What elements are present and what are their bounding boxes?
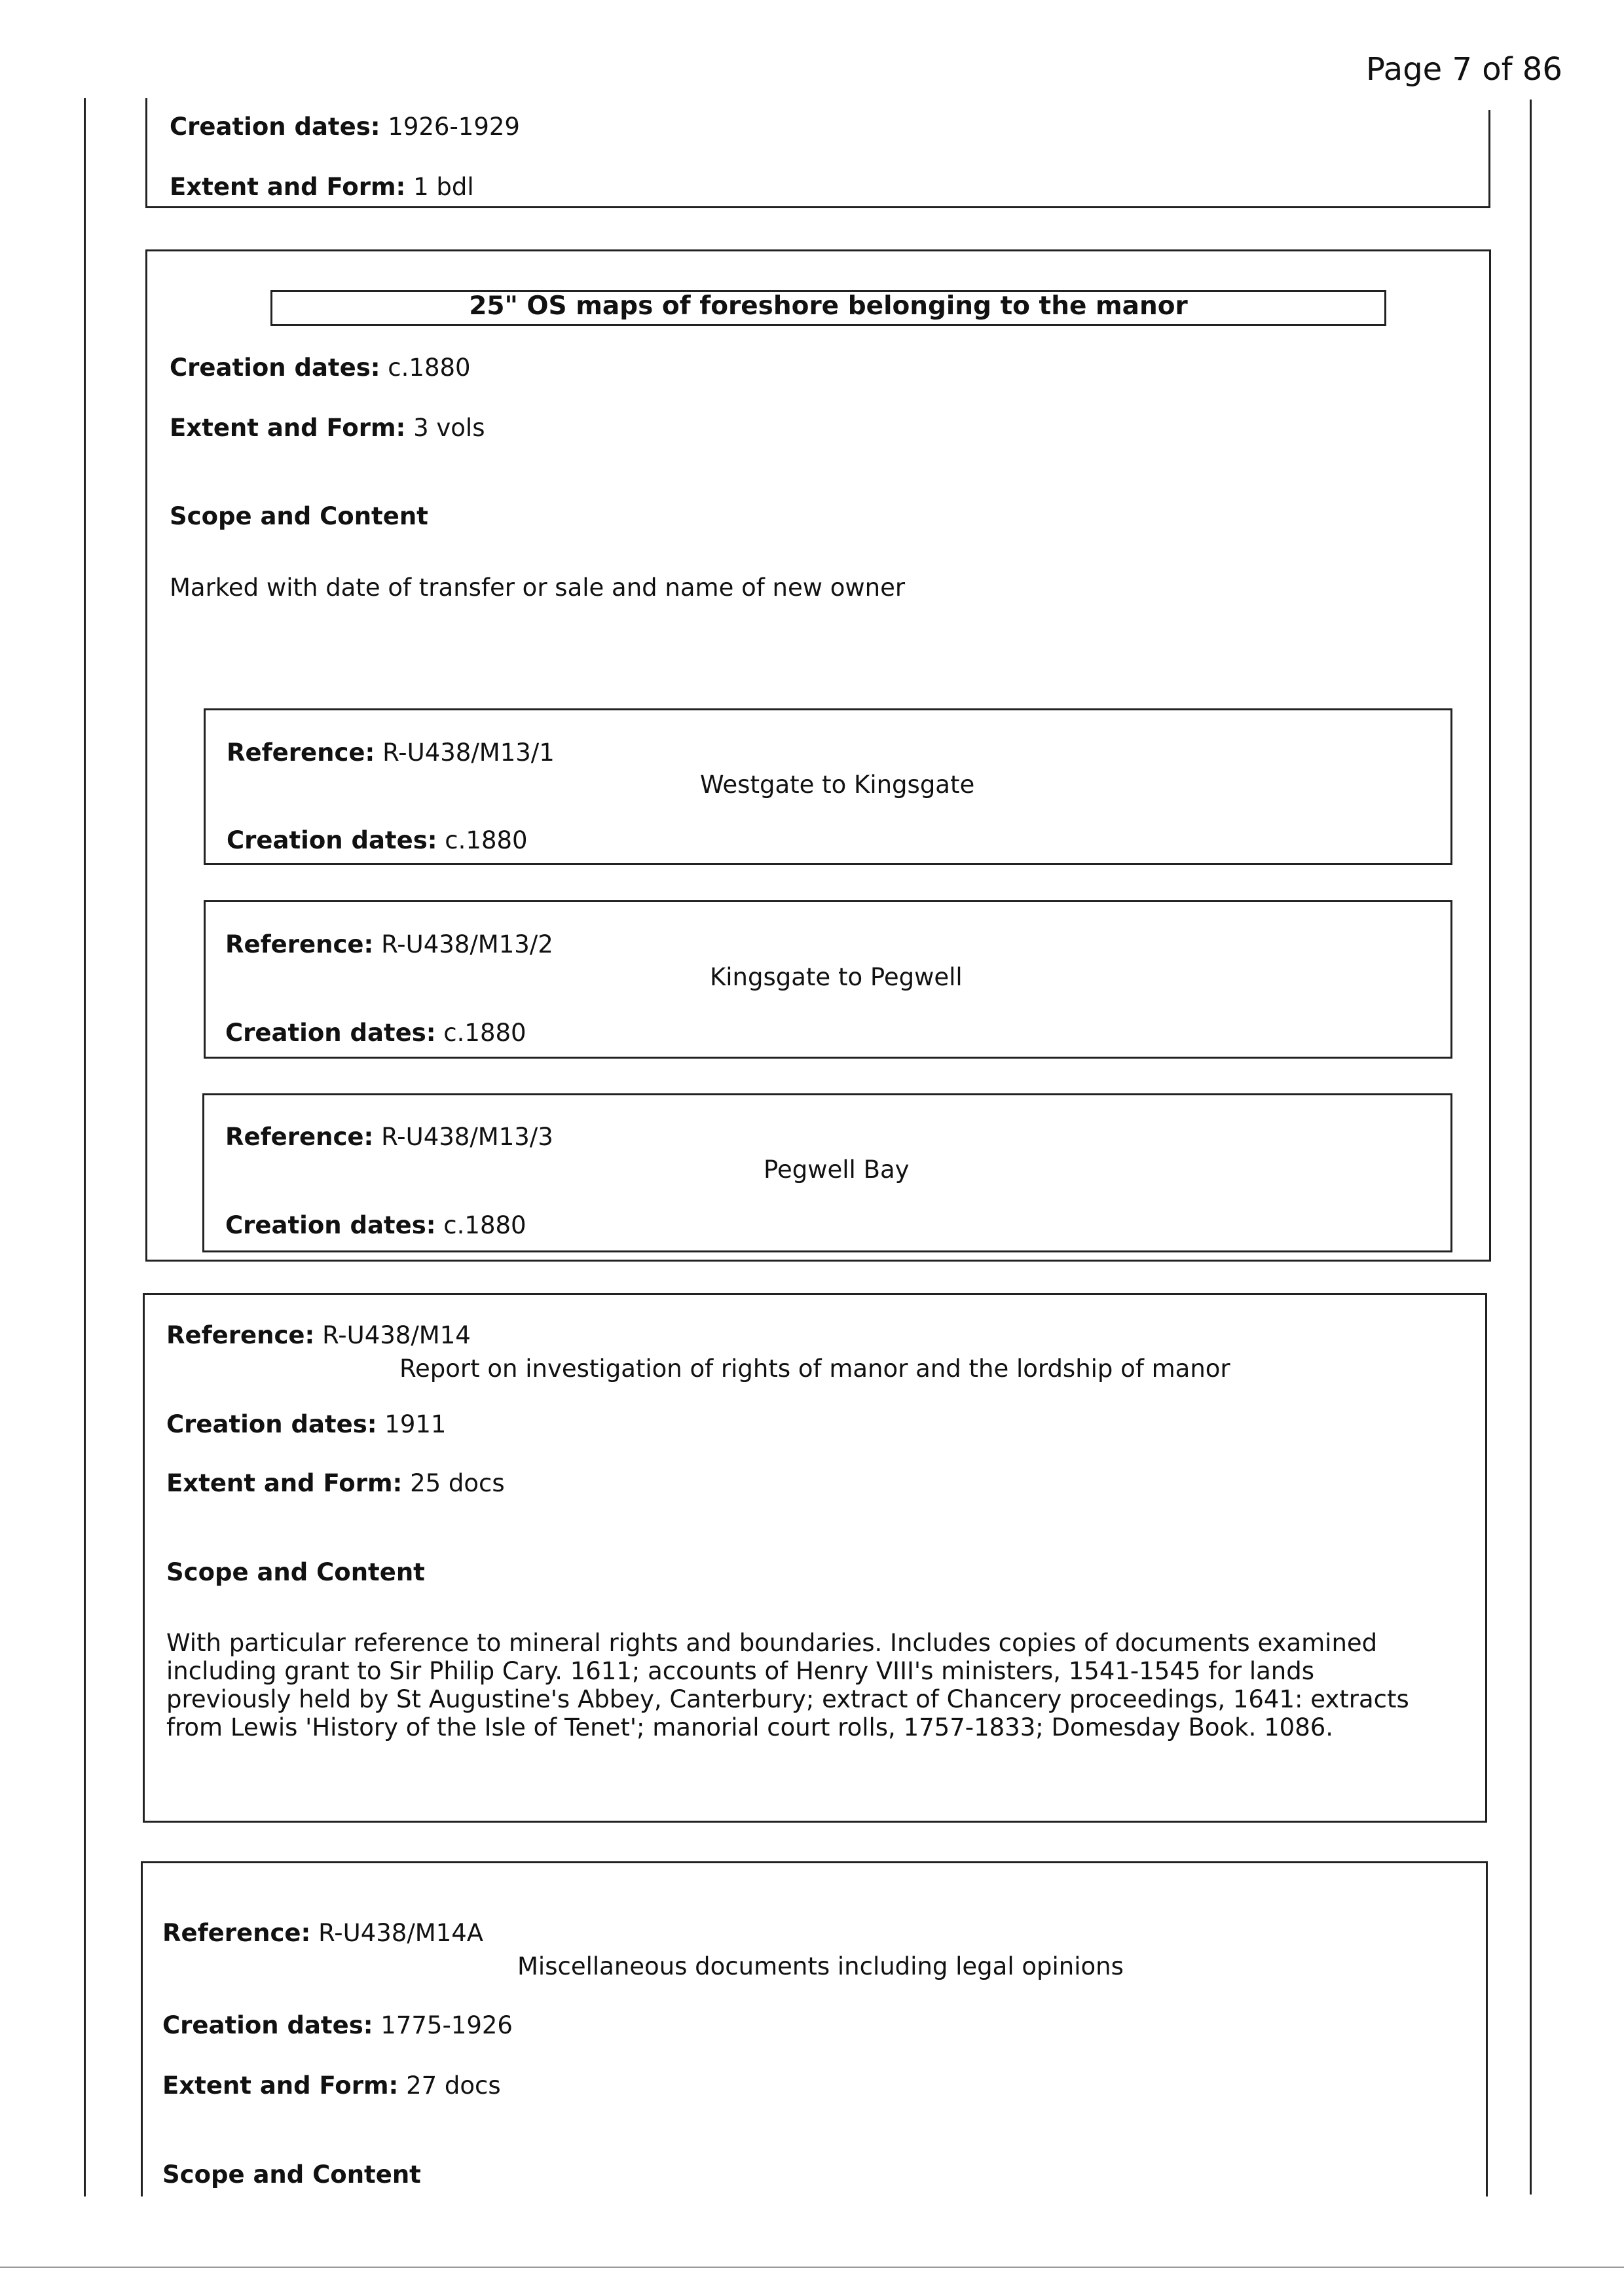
scope-line: With particular reference to mineral rights and boundaries. Includes copies of documents examined — [166, 1629, 1378, 1657]
m13-item-1-reference — [227, 738, 555, 767]
reference-value: R-U438/M14 — [322, 1321, 471, 1349]
m14a-right-border — [1486, 1861, 1488, 2196]
extent-value: 27 docs — [406, 2071, 501, 2100]
m13-scope-text: Marked with date of transfer or sale and name of new owner — [170, 574, 906, 602]
extent-label: Extent and Form: — [170, 173, 406, 201]
extent-label: Extent and Form: — [166, 1469, 403, 1497]
extent-value: 3 vols — [413, 414, 485, 442]
reference-label: Reference: — [166, 1321, 315, 1349]
creation-value: c.1880 — [388, 354, 471, 382]
creation-label: Creation dates: — [225, 1211, 436, 1239]
m14a-reference — [162, 1919, 483, 1948]
extent-label: Extent and Form: — [162, 2071, 399, 2100]
m14-reference — [166, 1321, 471, 1350]
m13-item-2-title: Kingsgate to Pegwell — [710, 963, 963, 991]
m14a-creation-dates — [162, 2011, 513, 2040]
creation-label: Creation dates: — [170, 354, 380, 382]
reference-value: R-U438/M14A — [318, 1919, 484, 1947]
m13-title: 25" OS maps of foreshore belonging to the manor — [469, 291, 1188, 321]
creation-value: c.1880 — [443, 1211, 526, 1239]
reference-label: Reference: — [225, 1123, 374, 1151]
reference-label: Reference: — [162, 1919, 311, 1947]
prev-entry-bottom-border — [145, 206, 1490, 208]
m13-item-1-title: Westgate to Kingsgate — [700, 771, 975, 799]
m14a-left-border — [141, 1861, 143, 2196]
prev-entry-right-border — [1488, 110, 1490, 208]
creation-label: Creation dates: — [162, 2011, 373, 2039]
creation-value: c.1880 — [445, 826, 528, 854]
m14a-extent — [162, 2071, 501, 2100]
m14a-top-border — [141, 1861, 1488, 1863]
m14a-title: Miscellaneous documents including legal opinions — [517, 1952, 1124, 1980]
creation-value: 1926-1929 — [388, 113, 520, 141]
reference-label: Reference: — [227, 738, 375, 767]
prev-entry-left-border — [145, 98, 147, 207]
m13-extent — [170, 414, 485, 443]
m14-scope-paragraph — [166, 1629, 1409, 1741]
m14-extent — [166, 1469, 505, 1498]
creation-value: c.1880 — [443, 1019, 526, 1047]
outer-frame-right-line — [1530, 100, 1532, 2195]
reference-label: Reference: — [225, 930, 374, 958]
m14a-scope-heading: Scope and Content — [162, 2160, 421, 2189]
reference-value: R-U438/M13/2 — [381, 930, 553, 958]
m13-scope-heading: Scope and Content — [170, 502, 428, 530]
reference-value: R-U438/M13/3 — [381, 1123, 553, 1151]
extent-label: Extent and Form: — [170, 414, 406, 442]
m13-item-3-creation-dates — [225, 1211, 526, 1240]
outer-frame-left-line — [84, 98, 86, 2196]
extent-value: 25 docs — [410, 1469, 505, 1497]
m13-creation-dates — [170, 354, 471, 382]
m13-item-2-creation-dates — [225, 1019, 526, 1048]
m14-title: Report on investigation of rights of manor and the lordship of manor — [399, 1355, 1230, 1383]
scan-bottom-edge — [0, 2267, 1624, 2268]
creation-value: 1775-1926 — [380, 2011, 513, 2039]
creation-value: 1911 — [384, 1410, 447, 1438]
m14-scope-heading: Scope and Content — [166, 1558, 425, 1586]
prev-creation-dates — [170, 113, 520, 141]
page-number: Page 7 of 86 — [1366, 51, 1562, 88]
m13-item-3-reference — [225, 1123, 553, 1152]
reference-value: R-U438/M13/1 — [382, 738, 555, 767]
scope-line: previously held by St Augustine's Abbey, Canterbury; extract of Chancery proceedings, 1641: extracts — [166, 1685, 1409, 1713]
scope-line: from Lewis 'History of the Isle of Tenet'; manorial court rolls, 1757-1833; Domesday Book. 1086. — [166, 1713, 1334, 1741]
creation-label: Creation dates: — [225, 1019, 436, 1047]
creation-label: Creation dates: — [227, 826, 437, 854]
scope-line: including grant to Sir Philip Cary. 1611; accounts of Henry VIII's ministers, 1541-1545 for lands — [166, 1657, 1314, 1685]
m14-creation-dates — [166, 1410, 446, 1439]
prev-extent — [170, 173, 474, 202]
creation-label: Creation dates: — [166, 1410, 377, 1438]
m13-item-3-title: Pegwell Bay — [764, 1156, 910, 1184]
creation-label: Creation dates: — [170, 113, 380, 141]
m13-item-1-creation-dates — [227, 826, 528, 855]
m13-item-2-reference — [225, 930, 553, 959]
extent-value: 1 bdl — [413, 173, 474, 201]
